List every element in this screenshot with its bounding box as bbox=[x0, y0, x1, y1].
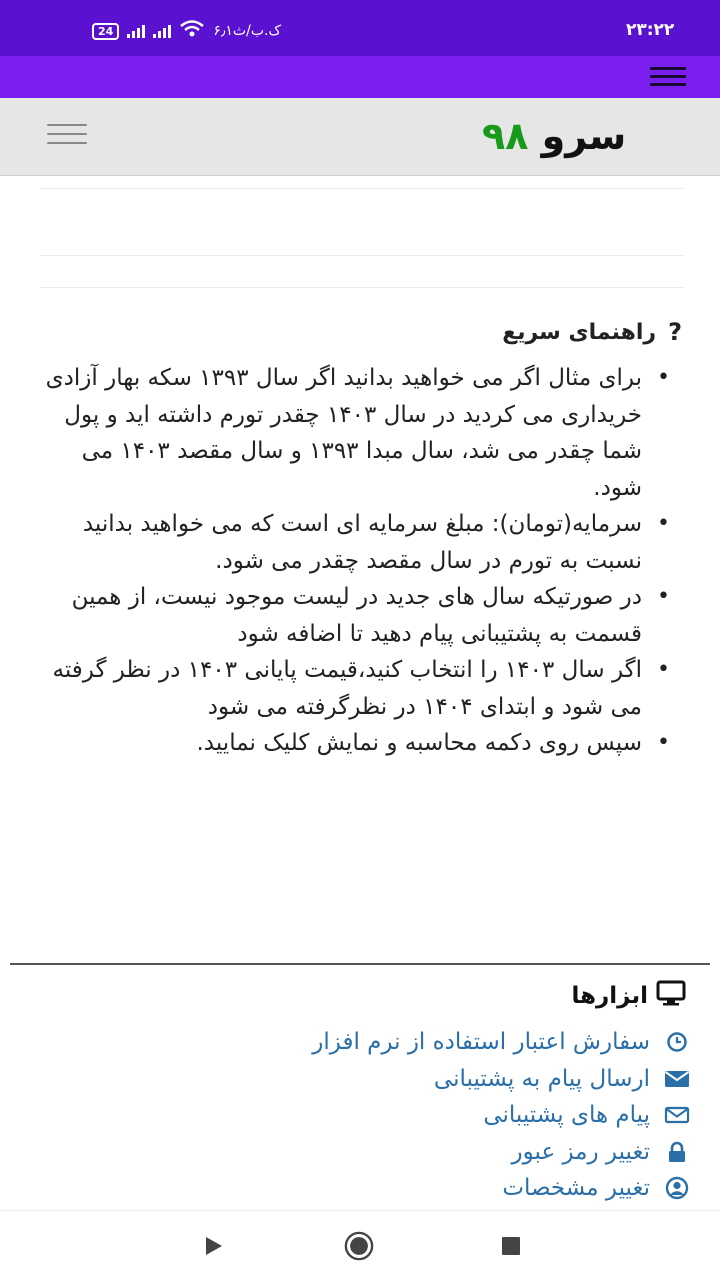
status-bar bbox=[0, 0, 720, 56]
home-circle-icon bbox=[344, 1230, 374, 1262]
guide-item: • اگر سال ۱۴۰۳ را انتخاب کنید،قیمت پایانی ۱۴۰۳ در نظر گرفته می شود و ابتدای ۱۴۰۴ در نظرگرفته می شود bbox=[38, 652, 678, 725]
tool-link-change-password[interactable] bbox=[312, 1134, 690, 1171]
back-button[interactable] bbox=[198, 1231, 228, 1261]
tool-link-send-message[interactable] bbox=[312, 1061, 690, 1098]
tool-link-edit-profile[interactable] bbox=[312, 1170, 690, 1207]
home-button[interactable] bbox=[344, 1231, 374, 1261]
tool-link-label: تغییر رمز عبور bbox=[511, 1138, 650, 1165]
tool-link-label: تغییر مشخصات bbox=[502, 1175, 650, 1202]
question-icon: ? bbox=[668, 318, 682, 346]
wifi-icon bbox=[179, 20, 205, 42]
envelope-outline-icon bbox=[664, 1102, 690, 1128]
tools-title bbox=[571, 980, 686, 1012]
tool-link-order-credit[interactable] bbox=[312, 1024, 690, 1061]
guide-title-text: راهنمای سریع bbox=[502, 319, 657, 345]
divider bbox=[40, 255, 684, 256]
app-menu-icon[interactable] bbox=[650, 67, 686, 86]
tool-link-support-messages[interactable] bbox=[312, 1097, 690, 1134]
signal-icon-2 bbox=[153, 24, 171, 38]
clock-icon bbox=[664, 1029, 690, 1055]
tool-link-label: سفارش اعتبار استفاده از نرم افزار bbox=[312, 1029, 650, 1056]
tool-link-label: پیام های پشتیبانی bbox=[483, 1102, 650, 1129]
site-header bbox=[0, 98, 720, 176]
lock-icon bbox=[664, 1139, 690, 1165]
status-icons bbox=[92, 20, 281, 42]
guide-item: • سرمایه(تومان): مبلغ سرمایه ای است که می خواهید بدانید نسبت به تورم در سال مقصد چقدر می شود. bbox=[38, 506, 678, 579]
section-divider bbox=[10, 963, 710, 965]
guide-item: • سپس روی دکمه محاسبه و نمایش کلیک نمایید. bbox=[38, 725, 678, 762]
site-logo[interactable] bbox=[482, 114, 626, 158]
app-toolbar bbox=[0, 56, 720, 98]
signal-icon bbox=[127, 24, 145, 38]
recents-square-icon bbox=[499, 1234, 523, 1258]
system-nav-bar bbox=[0, 1210, 720, 1280]
logo-word: سرو bbox=[541, 114, 627, 158]
guide-list bbox=[38, 360, 678, 762]
guide-item: • برای مثال اگر می خواهید بدانید اگر سال ۱۳۹۳ سکه بهار آزادی خریداری می کردید در سال ۱۴۰۳ چقدر تورم داشته اید و پول شما چقدر می شد، سال مبدا ۱۳۹۳ و سال مقصد ۱۴۰۳ می شود. bbox=[38, 360, 678, 506]
divider bbox=[40, 287, 684, 288]
recents-button[interactable] bbox=[496, 1231, 526, 1261]
divider bbox=[40, 188, 684, 189]
logo-number: ۹۸ bbox=[482, 114, 529, 158]
back-triangle-icon bbox=[201, 1234, 225, 1258]
tools-title-text: ابزارها bbox=[571, 983, 648, 1009]
user-circle-icon bbox=[664, 1175, 690, 1201]
clock-time: ۲۳:۲۲ bbox=[626, 20, 675, 40]
envelope-filled-icon bbox=[664, 1066, 690, 1092]
monitor-icon bbox=[656, 980, 686, 1012]
guide-title bbox=[502, 318, 682, 346]
network-speed: ۶٫۱ک.ب/ث bbox=[213, 23, 281, 39]
battery-icon: 24 bbox=[92, 23, 119, 40]
site-menu-icon[interactable] bbox=[47, 124, 87, 144]
tools-list bbox=[312, 1024, 690, 1207]
guide-item: • در صورتیکه سال های جدید در لیست موجود نیست، از همین قسمت به پشتیبانی پیام دهید تا اضافه شود bbox=[38, 579, 678, 652]
tool-link-label: ارسال پیام به پشتیبانی bbox=[433, 1065, 650, 1092]
